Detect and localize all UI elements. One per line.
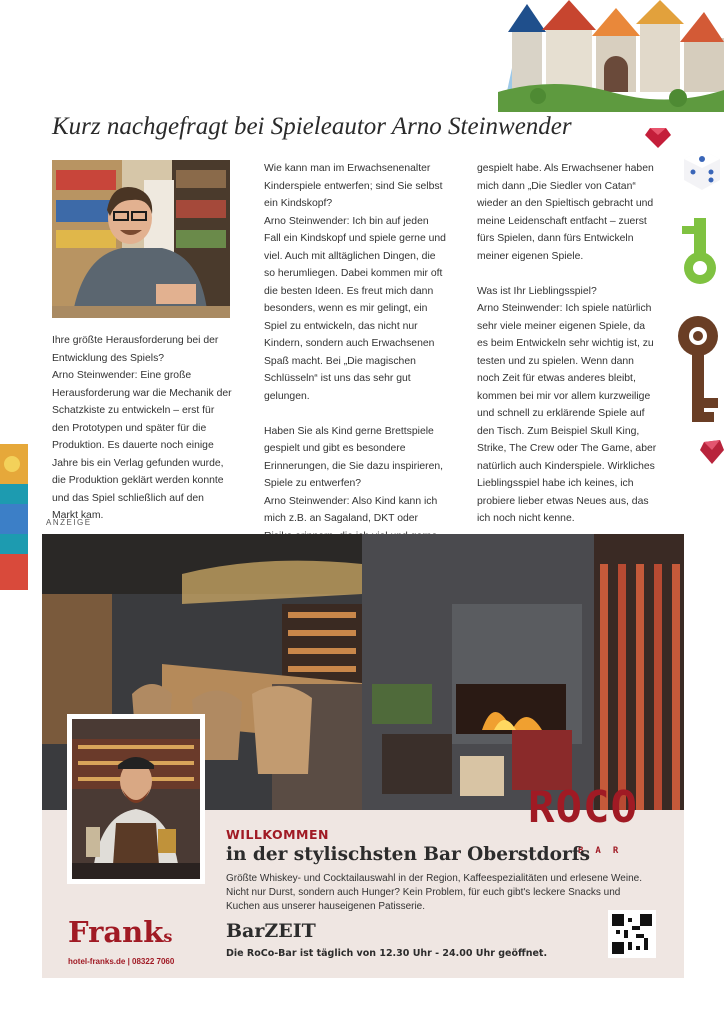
red-gem-icon xyxy=(700,438,724,464)
interview-qa: gespielt habe. Als Erwachsener haben mich dann „Die Siedler von Catan“ wieder an den Spieltisch gebracht und meine Leidenschaft entfacht – zuerst fürs Spielen, dann fürs Entwickeln meiner eigenen Spiele. xyxy=(477,163,654,262)
interview-qa: Was ist Ihr Lieblingsspiel? Arno Steinwender: Ich spiele natürlich sehr viele meiner eigenen Spiele, da es beim Entwickeln sehr wichtig ist, zu testen und zu spielen. Wenn dann noch Zeit für etwas anderes bleibt, kommen bei mir vor allem kurzweilige und schnell zu erklärende Spiele auf den Tisch. Zum Beispiel Skull King, Strike, The Crew oder The Game, aber natürlich auch Kinderspiele. Wirkliches Lieblingsspiel habe ich keines, ich probiere lieber etwas Neues aus, das ich noch nicht kenne. xyxy=(477,285,657,524)
game-board-edge xyxy=(0,444,28,590)
qr-code[interactable] xyxy=(608,910,656,958)
die-icon xyxy=(684,150,720,190)
ad-body-text: Größte Whiskey- und Cocktailauswahl in der Region, Kaffeespezialitäten und erlesene Weine. Nicht nur Durst, sondern auch Hunger? Kein Problem, für euch gibt's leckere Snacks und Kuchen aus unserer hauseigenen Patisserie. xyxy=(226,873,642,912)
ad-kicker: WILLKOMMEN xyxy=(226,827,329,842)
franks-logo-main: Frank xyxy=(68,915,164,949)
article-title: Kurz nachgefragt bei Spieleautor Arno Steinwender xyxy=(52,113,572,140)
castle-illustration xyxy=(498,0,724,112)
bartender-photo xyxy=(72,719,200,879)
advertisement-label: ANZEIGE xyxy=(46,518,92,527)
ad-opening-hours: Die RoCo-Bar ist täglich von 12.30 Uhr - 24.00 Uhr geöffnet. xyxy=(226,948,548,959)
franks-logo-text xyxy=(68,916,174,953)
advertisement xyxy=(42,534,684,978)
roco-logo-text: ROCO xyxy=(528,782,638,833)
green-key-icon xyxy=(676,218,724,290)
interview-qa: Ihre größte Herausforderung bei der Entwicklung des Spiels? Arno Steinwender: Eine große Herausforderung war die Mechanik der Schatzkiste zu entwickeln – erst für den Prototypen und später für die Produktion. Es dauerte noch einige Jahre bis ein Verlag gefunden wurde, die Produktion geklärt werden konnte und das Spiel schließlich auf den Markt kam. xyxy=(52,335,232,521)
qr-code-icon xyxy=(612,914,652,954)
article-column-1 xyxy=(52,160,232,521)
author-photo xyxy=(52,160,230,318)
ad-barzeit-heading: BarZEIT xyxy=(226,920,316,942)
interview-qa: Haben Sie als Kind gerne Brettspiele gespielt und gibt es besondere Erinnerungen, die Sie dazu inspirieren, Spiele zu entwerfen? Arno Steinwender: Also Kind kann ich mich z.B. an Sagaland, DKT oder xyxy=(264,425,444,524)
ad-headline: in der stylischsten Bar Oberstdorfs xyxy=(226,844,591,865)
article-column-3 xyxy=(477,160,657,528)
franks-hotel-logo xyxy=(68,916,174,966)
franks-logo-suffix: s xyxy=(163,927,173,946)
bartender-photo-frame xyxy=(67,714,205,884)
article-column-2 xyxy=(264,160,446,545)
interview-qa: Wie kann man im Erwachsenenalter Kinderspiele entwerfen; sind Sie selbst ein Kindskopf? Arno Steinwender: Ich bin auf jeden Fall ein Kindskopf und spiele gerne und viel. Auch mit alltäglichen Dingen, die so herumliegen. Dabei kommen mir oft die besten Ideen. Es freut mich dann besonders, wenn es mir gelingt, ein Spiel zu entwickeln, das nicht nur Kindern, sondern auch Erwachsenen Spaß macht. Bei „Die magischen Schlüsseln“ ist uns das sehr gut gelungen. xyxy=(264,163,446,402)
roco-logo-subtitle: BAR xyxy=(578,846,631,856)
franks-contact-line[interactable]: hotel-franks.de | 08322 7060 xyxy=(68,957,175,966)
brown-key-icon xyxy=(676,314,720,426)
